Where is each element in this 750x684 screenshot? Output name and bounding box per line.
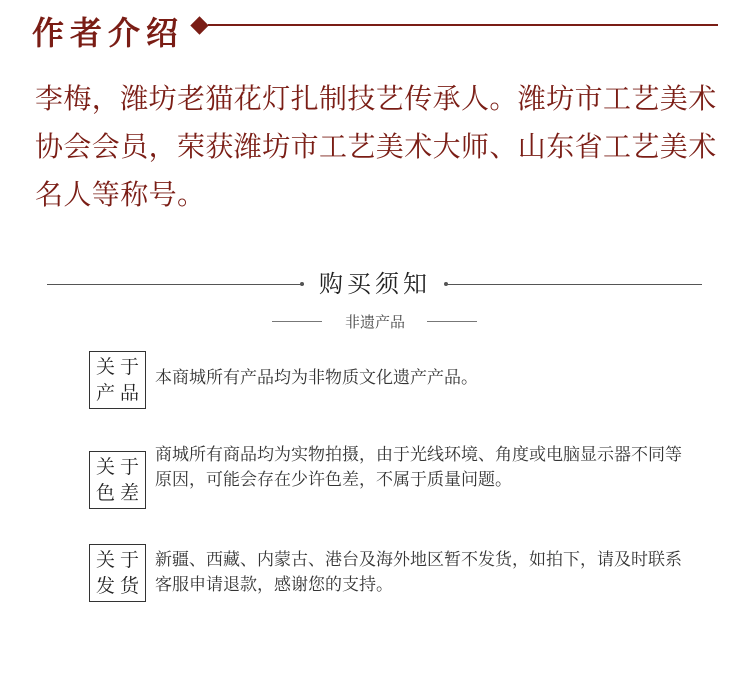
dot-icon [300, 282, 304, 286]
tag-about-product [89, 351, 146, 409]
notice-divider-right [446, 284, 702, 285]
tag-line: 产品 [95, 382, 144, 404]
info-text-product: 本商城所有产品均为非物质文化遗产产品。 [155, 368, 478, 388]
author-section-title: 作者介绍 [32, 14, 185, 52]
tag-about-color [89, 451, 146, 509]
notice-title: 购买须知 [319, 270, 431, 298]
tag-line: 关于 [95, 456, 144, 478]
subtitle-divider-left [272, 321, 322, 322]
tag-line: 关于 [95, 356, 144, 378]
tag-line: 发货 [95, 575, 144, 597]
author-description: 李梅，潍坊老猫花灯扎制技艺传承人。潍坊市工艺美术协会会员，荣获潍坊市工艺美术大师、山东省工艺美术名人等称号。 [35, 82, 717, 211]
info-text-color: 商城所有商品均为实物拍摄，由于光线环境、角度或电脑显示器不同等原因，可能会存在少许色差，不属于质量问题。 [155, 445, 682, 490]
subtitle-divider-right [427, 321, 477, 322]
tag-line: 关于 [95, 549, 144, 571]
info-text-shipping: 新疆、西藏、内蒙古、港台及海外地区暂不发货，如拍下，请及时联系客服申请退款，感谢您的支持。 [155, 550, 682, 595]
tag-line: 色差 [95, 482, 144, 504]
diamond-icon [190, 16, 208, 34]
notice-subtitle: 非遗产品 [344, 313, 405, 331]
header-divider [208, 24, 718, 26]
tag-about-shipping [89, 544, 146, 602]
notice-divider-left [47, 284, 304, 285]
